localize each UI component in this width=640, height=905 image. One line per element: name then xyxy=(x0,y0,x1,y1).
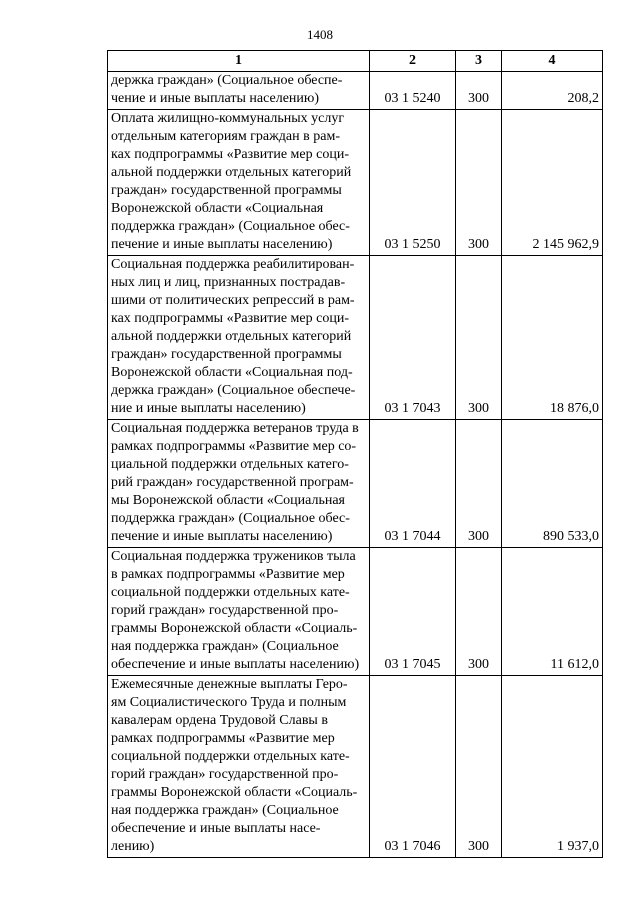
table-row xyxy=(108,110,603,256)
description-line: горий граждан» государственной про- xyxy=(111,767,339,782)
description-line: в рамках подпрограммы «Развитие мер xyxy=(111,567,345,582)
row-code: 03 1 7044 xyxy=(370,420,456,548)
description-line: Социальная поддержка тружеников тыла xyxy=(111,549,356,564)
budget-table xyxy=(107,50,603,858)
description-line: рий граждан» государственной програм- xyxy=(111,475,354,490)
row-code: 03 1 7045 xyxy=(370,548,456,676)
description-line: шими от политических репрессий в рам- xyxy=(111,293,355,308)
row-code: 03 1 7043 xyxy=(370,256,456,420)
description-line: граждан» государственной программы xyxy=(111,183,342,198)
row-description xyxy=(108,676,370,858)
description-line: граммы Воронежской области «Социаль- xyxy=(111,785,358,800)
description-line: альной поддержки отдельных категорий xyxy=(111,329,352,344)
description-line: ям Социалистического Труда и полным xyxy=(111,695,347,710)
row-description xyxy=(108,72,370,110)
description-line: граждан» государственной программы xyxy=(111,347,342,362)
description-line: держка граждан» (Социальное обеспе- xyxy=(111,73,343,88)
description-line: печение и иные выплаты населению) xyxy=(111,237,333,252)
description-line: кавалерам ордена Трудовой Славы в xyxy=(111,713,328,728)
row-expense-type: 300 xyxy=(456,256,502,420)
description-line: социальной поддержки отдельных кате- xyxy=(111,585,350,600)
description-line: ние и иные выплаты населению) xyxy=(111,401,306,416)
row-amount: 1 937,0 xyxy=(502,676,603,858)
description-line: Оплата жилищно-коммунальных услуг xyxy=(111,111,345,126)
description-line: ках подпрограммы «Развитие мер соци- xyxy=(111,311,349,326)
row-expense-type: 300 xyxy=(456,72,502,110)
description-line: держка граждан» (Социальное обеспече- xyxy=(111,383,356,398)
row-description xyxy=(108,110,370,256)
description-line: Социальная поддержка реабилитирован- xyxy=(111,257,355,272)
table-row xyxy=(108,420,603,548)
table-row xyxy=(108,548,603,676)
description-line: ная поддержка граждан» (Социальное xyxy=(111,803,339,818)
table-body xyxy=(108,72,603,858)
row-code: 03 1 7046 xyxy=(370,676,456,858)
description-line: обеспечение и иные выплаты насе- xyxy=(111,821,321,836)
row-expense-type: 300 xyxy=(456,676,502,858)
row-description xyxy=(108,548,370,676)
table-header-row xyxy=(108,51,603,72)
description-line: мы Воронежской области «Социальная xyxy=(111,493,346,508)
description-line: обеспечение и иные выплаты населению) xyxy=(111,657,360,672)
description-line: поддержка граждан» (Социальное обес- xyxy=(111,511,350,526)
row-amount: 11 612,0 xyxy=(502,548,603,676)
row-expense-type: 300 xyxy=(456,548,502,676)
description-line: рамках подпрограммы «Развитие мер со- xyxy=(111,439,357,454)
description-line: отдельным категориям граждан в рам- xyxy=(111,129,340,144)
page-number: 1408 xyxy=(307,27,333,42)
description-line: горий граждан» государственной про- xyxy=(111,603,339,618)
row-description xyxy=(108,256,370,420)
description-line: циальной поддержки отдельных катего- xyxy=(111,457,349,472)
row-amount: 890 533,0 xyxy=(502,420,603,548)
description-line: Воронежской области «Социальная xyxy=(111,201,324,216)
row-amount: 2 145 962,9 xyxy=(502,110,603,256)
table-row xyxy=(108,72,603,110)
description-line: рамках подпрограммы «Развитие мер xyxy=(111,731,335,746)
description-line: граммы Воронежской области «Социаль- xyxy=(111,621,358,636)
description-line: ных лиц и лиц, признанных пострадав- xyxy=(111,275,346,290)
row-code: 03 1 5250 xyxy=(370,110,456,256)
table-row xyxy=(108,256,603,420)
description-line: ная поддержка граждан» (Социальное xyxy=(111,639,339,654)
description-line: Воронежской области «Социальная под- xyxy=(111,365,353,380)
row-code: 03 1 5240 xyxy=(370,72,456,110)
description-line: чение и иные выплаты населению) xyxy=(111,91,320,106)
column-header: 1 xyxy=(108,51,370,72)
column-header: 3 xyxy=(456,51,502,72)
description-line: социальной поддержки отдельных кате- xyxy=(111,749,350,764)
description-line: Социальная поддержка ветеранов труда в xyxy=(111,421,359,436)
column-header: 4 xyxy=(502,51,603,72)
row-amount: 208,2 xyxy=(502,72,603,110)
row-expense-type: 300 xyxy=(456,420,502,548)
description-line: ках подпрограммы «Развитие мер соци- xyxy=(111,147,349,162)
row-amount: 18 876,0 xyxy=(502,256,603,420)
column-header: 2 xyxy=(370,51,456,72)
description-line: печение и иные выплаты населению) xyxy=(111,529,333,544)
row-description xyxy=(108,420,370,548)
table-row xyxy=(108,676,603,858)
description-line: Ежемесячные денежные выплаты Геро- xyxy=(111,677,348,692)
row-expense-type: 300 xyxy=(456,110,502,256)
description-line: альной поддержки отдельных категорий xyxy=(111,165,352,180)
description-line: лению) xyxy=(111,839,155,854)
description-line: поддержка граждан» (Социальное обес- xyxy=(111,219,350,234)
